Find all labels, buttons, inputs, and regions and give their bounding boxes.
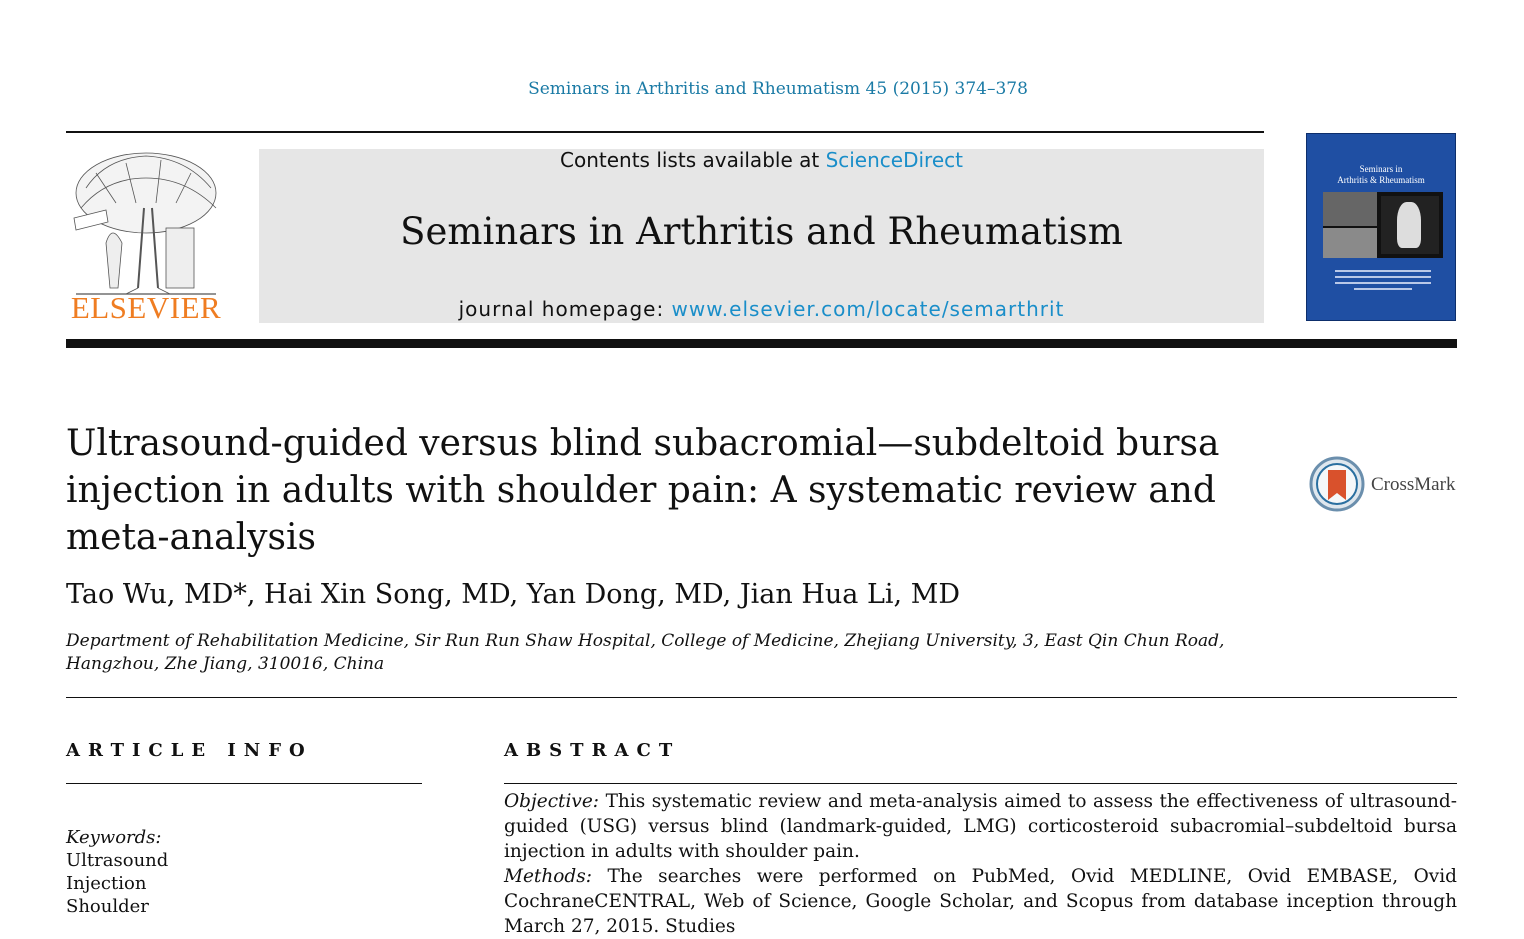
methods-text: The searches were performed on PubMed, Ovid MEDLINE, Ovid EMBASE, Ovid CochraneCENTRAL, Web of Science, Google Scholar, and Scopus from database inception through March 27, 2015. Studies bbox=[504, 866, 1457, 937]
contents-prefix: Contents lists available at bbox=[560, 148, 826, 172]
keywords-block bbox=[66, 826, 168, 918]
article-info-rule bbox=[66, 783, 422, 784]
article-info-heading: ARTICLE INFO bbox=[66, 740, 313, 761]
objective-text: This systematic review and meta-analysis aimed to assess the effectiveness of ultrasound-guided (USG) versus blind (landmark-guided, LMG) corticosteroid subacromial–subdeltoid bursa injection in adults with shoulder pain. bbox=[504, 791, 1457, 862]
crossmark-label[interactable]: CrossMark bbox=[1371, 474, 1456, 495]
citation-link[interactable]: Seminars in Arthritis and Rheumatism 45 (2015) 374–378 bbox=[528, 79, 1028, 99]
cover-illustration bbox=[1323, 192, 1443, 258]
keywords-label: Keywords: bbox=[66, 827, 162, 848]
keyword-item: Ultrasound bbox=[66, 850, 169, 871]
abstract-body bbox=[504, 789, 1457, 939]
abstract-methods bbox=[504, 864, 1457, 939]
homepage-prefix: journal homepage: bbox=[458, 297, 672, 321]
cover-text-lines bbox=[1335, 266, 1431, 294]
keyword-item: Shoulder bbox=[66, 896, 149, 917]
abstract-rule bbox=[504, 783, 1457, 784]
header-thick-rule bbox=[66, 339, 1457, 348]
cover-title-line1: Seminars in bbox=[1359, 164, 1403, 174]
cover-title-line2: Arthritis & Rheumatism bbox=[1337, 175, 1425, 185]
section-rule bbox=[66, 697, 1457, 698]
article-title: Ultrasound-guided versus blind subacromial—subdeltoid bursa injection in adults with shoulder pain: A systematic review and meta-analysis bbox=[66, 423, 1220, 558]
top-rule bbox=[66, 131, 1264, 133]
journal-cover-image bbox=[1306, 133, 1456, 321]
objective-label: Objective: bbox=[504, 791, 600, 812]
cover-title bbox=[1307, 164, 1455, 186]
keyword-item: Injection bbox=[66, 873, 147, 894]
elsevier-wordmark: ELSEVIER bbox=[70, 290, 222, 325]
author-affiliation: Department of Rehabilitation Medicine, Sir Run Run Shaw Hospital, College of Medicine, Zhejiang University, 3, East Qin Chun Road, Hangzhou, Zhe Jiang, 310016, China bbox=[66, 631, 1225, 674]
sciencedirect-link[interactable]: ScienceDirect bbox=[825, 148, 963, 172]
contents-line bbox=[259, 148, 1264, 172]
journal-homepage bbox=[259, 297, 1264, 321]
abstract-objective bbox=[504, 789, 1457, 864]
journal-title: Seminars in Arthritis and Rheumatism bbox=[400, 210, 1123, 253]
methods-label: Methods: bbox=[504, 866, 592, 887]
journal-citation[interactable] bbox=[0, 79, 1524, 99]
homepage-link[interactable]: www.elsevier.com/locate/semarthrit bbox=[671, 297, 1065, 321]
crossmark-icon[interactable] bbox=[1309, 456, 1365, 512]
abstract-heading: ABSTRACT bbox=[504, 740, 681, 761]
author-list: Tao Wu, MD*, Hai Xin Song, MD, Yan Dong, MD, Jian Hua Li, MD bbox=[66, 579, 960, 610]
